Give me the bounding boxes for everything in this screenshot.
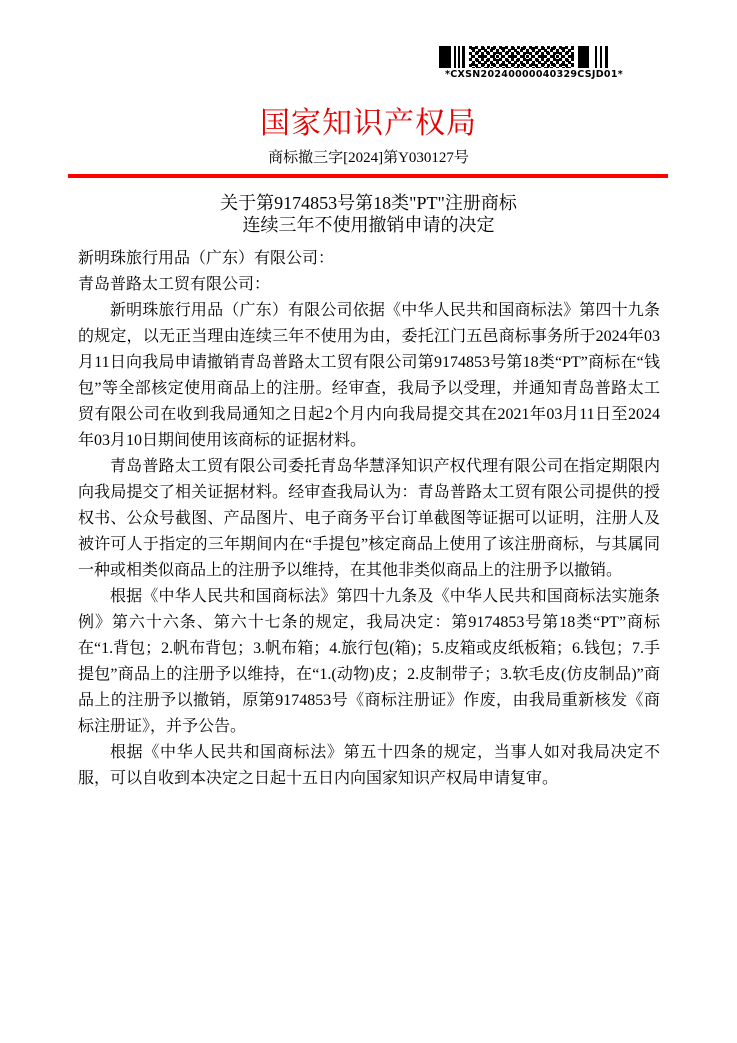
addressee-line: 青岛普路太工贸有限公司： — [78, 276, 271, 293]
addressee-line: 新明珠旅行用品（广东）有限公司： — [78, 250, 335, 267]
document-body — [78, 246, 660, 792]
barcode — [438, 46, 630, 80]
red-divider — [68, 174, 668, 178]
barcode-image — [439, 46, 629, 68]
subject-title — [0, 192, 737, 236]
subject-line-1: 关于第9174853号第18类"PT"注册商标 — [220, 193, 517, 213]
body-paragraph: 根据《中华人民共和国商标法》第五十四条的规定，当事人如对我局决定不服，可以自收到本决定之日起十五日内向国家知识产权局申请复审。 — [78, 744, 660, 787]
body-paragraph: 根据《中华人民共和国商标法》第四十九条及《中华人民共和国商标法实施条例》第六十六条、第六十七条的规定，我局决定：第9174853号第18类“PT”商标在“1.背包；2.帆布背包；3.帆布箱；4.旅行包(箱)；5.皮箱或皮纸板箱；6.钱包；7.手提包”商品上的注册予以维持，在“1.(动物)皮；2.皮制带子；3.软毛皮(仿皮制品)”商品上的注册予以撤销，原第9174853号《商标注册证》作废，由我局重新核发《商标注册证》，并予公告。 — [78, 588, 660, 735]
barcode-text: *CXSN20240000040329CSJD01* — [445, 69, 623, 80]
body-paragraph: 青岛普路太工贸有限公司委托青岛华慧泽知识产权代理有限公司在指定期限内向我局提交了相关证据材料。经审查我局认为：青岛普路太工贸有限公司提供的授权书、公众号截图、产品图片、电子商务平台订单截图等证据可以证明，注册人及被许可人于指定的三年期间内在“手提包”核定商品上使用了该注册商标，与其属同一种或相类似商品上的注册予以维持，在其他非类似商品上的注册予以撤销。 — [78, 458, 660, 579]
body-paragraph: 新明珠旅行用品（广东）有限公司依据《中华人民共和国商标法》第四十九条的规定，以无正当理由连续三年不使用为由，委托江门五邑商标事务所于2024年03月11日向我局申请撤销青岛普路太工贸有限公司第9174853号第18类“PT”商标在“钱包”等全部核定使用商品上的注册。经审查，我局予以受理，并通知青岛普路太工贸有限公司在收到我局通知之日起2个月内向我局提交其在2021年03月11日至2024年03月10日期间使用该商标的证据材料。 — [78, 302, 660, 449]
doc-number: 商标撤三字[2024]第Y030127号 — [268, 150, 469, 166]
agency-title: 国家知识产权局 — [260, 107, 477, 140]
subject-line-2: 连续三年不使用撤销申请的决定 — [242, 215, 495, 235]
